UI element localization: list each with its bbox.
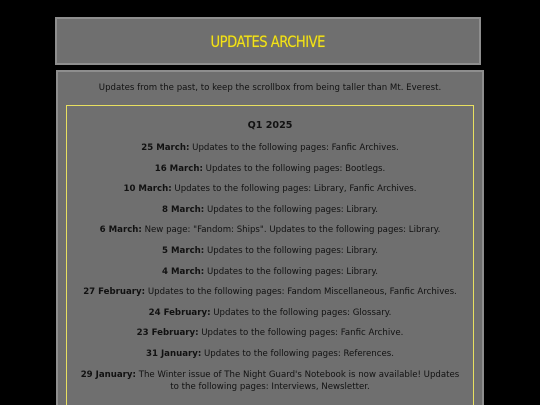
update-date: 4 March: [162,266,205,277]
title-banner [55,17,481,65]
update-entry [77,369,463,394]
update-entry [77,163,463,176]
update-text: Updates to the following pages: Fanfic Archive. [198,328,404,339]
update-text: Updates to the following pages: Library. [204,266,378,277]
update-text: Updates to the following pages: Bootlegs. [202,163,386,174]
update-entry [77,348,463,361]
update-text: Updates to the following pages: References. [201,348,394,359]
update-text: Updates to the following pages: Fanfic Archives. [189,143,399,153]
quarter-heading: Q1 2025 [247,120,293,131]
update-text: Updates to the following pages: Library. [204,204,378,215]
update-text: Updates to the following pages: Library. [204,245,378,256]
update-text: Updates to the following pages: Fandom Miscellaneous, Fanfic Archives. [145,287,457,298]
updates-scrollbox[interactable] [66,105,474,405]
update-date: 5 March: [162,245,205,256]
intro-text: Updates from the past, to keep the scrollbox from being taller than Mt. Everest. [98,83,442,93]
update-entry [77,286,463,299]
update-entry [77,266,463,279]
update-date: 25 March: [141,143,190,153]
update-text: The Winter issue of The Night Guard's Notebook is now available! Updates to the following pages: Interviews, Newsletter. [135,369,460,393]
update-date: 6 March: [99,225,142,236]
update-date: 31 January: [146,348,202,359]
update-entry [77,204,463,217]
update-date: 16 March: [154,163,203,174]
update-text: Updates to the following pages: Library, Fanfic Archives. [171,184,417,195]
update-text: Updates to the following pages: Glossary. [210,307,392,318]
update-entry [77,183,463,196]
update-date: 10 March: [123,184,172,195]
update-entry [77,142,463,155]
update-date: 29 January: [80,369,136,380]
archive-panel [56,70,484,405]
update-entry [77,307,463,320]
update-date: 23 February: [136,328,199,339]
update-entry [77,245,463,258]
update-date: 24 February: [148,307,211,318]
page-title: UPDATES ARCHIVE [210,31,326,51]
update-entry [77,224,463,237]
update-text: New page: "Fandom: Ships". Updates to the following pages: Library. [141,225,441,236]
update-entry [77,327,463,340]
update-date: 27 February: [83,287,146,298]
update-date: 8 March: [162,204,205,215]
